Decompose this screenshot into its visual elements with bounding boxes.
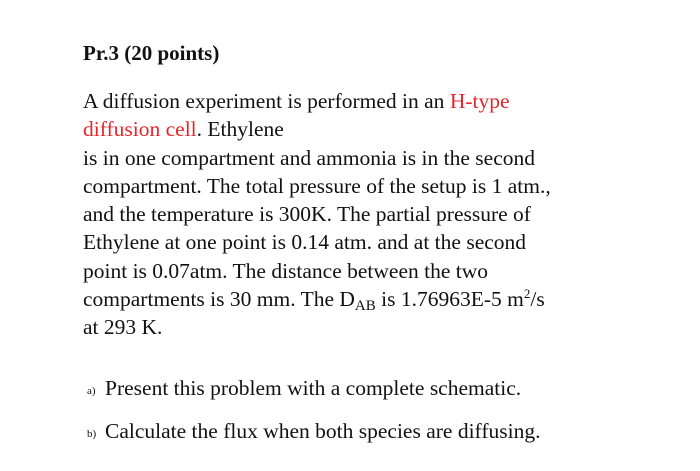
task-item-b	[87, 411, 540, 454]
highlighted-term: H-type	[449, 89, 510, 113]
statement-line-3: is in one compartment and ammonia is in the second	[83, 145, 535, 170]
subscript: AB	[354, 298, 376, 315]
superscript: 2	[523, 286, 531, 302]
task-text: Present this problem with a complete schematic.	[105, 376, 522, 400]
statement-text: compartments is 30 mm. The D	[83, 287, 355, 312]
statement-line-8	[83, 285, 643, 313]
task-item-a	[87, 368, 540, 411]
statement-line-5: and the temperature is 300K. The partial pressure of	[83, 202, 531, 227]
statement-line-1	[83, 87, 643, 115]
statement-text: /s	[530, 287, 545, 312]
problem-statement	[83, 87, 643, 342]
problem-heading: Pr.3 (20 points)	[83, 41, 220, 65]
statement-line-4: compartment. The total pressure of the setup is 1 atm.,	[83, 173, 551, 198]
task-list	[87, 368, 540, 454]
task-marker: b)	[87, 428, 97, 440]
statement-text: is 1.76963E-5 m	[375, 287, 524, 312]
task-text: Calculate the flux when both species are diffusing.	[105, 419, 541, 443]
statement-text: . Ethylene	[196, 117, 284, 142]
statement-line-7: point is 0.07atm. The distance between the two	[83, 258, 489, 283]
statement-text: A diffusion experiment is performed in an	[83, 89, 450, 113]
statement-line-6: Ethylene at one point is 0.14 atm. and at the second	[83, 230, 527, 255]
task-marker: a)	[87, 385, 96, 397]
highlighted-term: diffusion cell	[83, 117, 197, 142]
statement-line-2	[83, 115, 643, 143]
statement-line-9: at 293 K.	[83, 315, 163, 340]
